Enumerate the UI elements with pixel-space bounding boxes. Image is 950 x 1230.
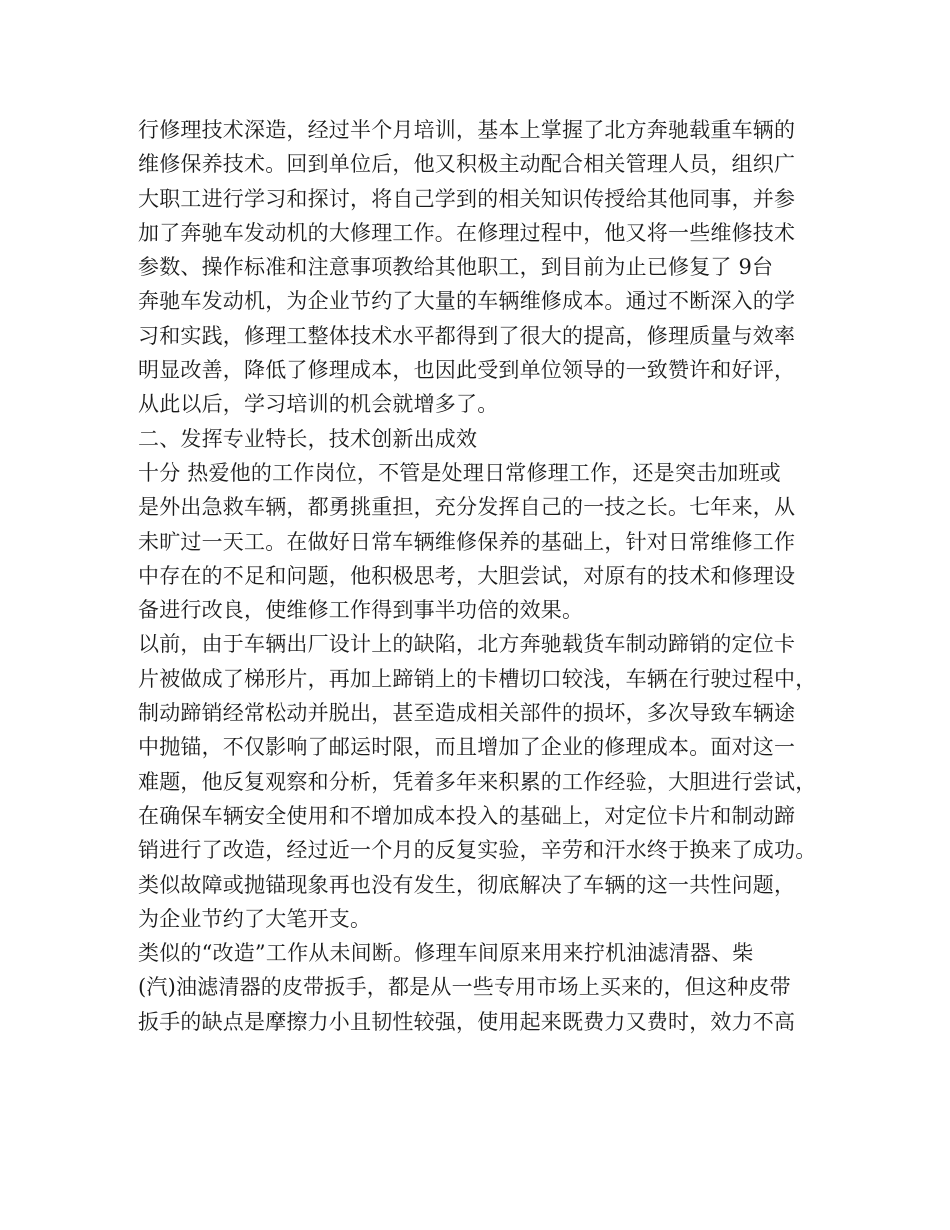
- text-line: 参数、操作标准和注意事项教给其他职工，到目前为止已修复了 9台: [138, 255, 774, 280]
- text-line: 是外出急救车辆，都勇挑重担，充分发挥自己的一技之长。七年来，从: [138, 495, 796, 520]
- text-line: 加了奔驰车发动机的大修理工作。在修理过程中，他又将一些维修技术: [138, 220, 796, 245]
- section-heading: 二、发挥专业特长，技术创新出成效: [138, 426, 478, 451]
- text-line: 以前，由于车辆出厂设计上的缺陷，北方奔驰载货车制动蹄销的定位卡: [138, 632, 796, 657]
- text-line: 备进行改良，使维修工作得到事半功倍的效果。: [138, 598, 584, 623]
- text-line: 行修理技术深造，经过半个月培训，基本上掌握了北方奔驰载重车辆的: [138, 118, 796, 142]
- text-line: (汽)油滤清器的皮带扳手，都是从一些专用市场上买来的，但这种皮带: [138, 975, 791, 1000]
- text-line: 明显改善，降低了修理成本，也因此受到单位领导的一致赞许和好评，: [138, 358, 796, 383]
- text-line: 扳手的缺点是摩擦力小且韧性较强，使用起来既费力又费时，效力不高: [138, 1009, 796, 1034]
- text-line: 类似故障或抛锚现象再也没有发生，彻底解决了车辆的这一共性问题，: [138, 872, 796, 897]
- text-line: 中存在的不足和问题，他积极思考，大胆尝试，对原有的技术和修理设: [138, 563, 796, 588]
- text-line: 十分 热爱他的工作岗位，不管是处理日常修理工作，还是突击加班或: [138, 460, 781, 485]
- text-line: 未旷过一天工。在做好日常车辆维修保养的基础上，针对日常维修工作: [138, 529, 796, 554]
- text-line: 习和实践，修理工整体技术水平都得到了很大的提高，修理质量与效率: [138, 323, 796, 348]
- text-line: 维修保养技术。回到单位后，他又积极主动配合相关管理人员，组织广: [138, 152, 796, 177]
- text-line: 大职工进行学习和探讨，将自己学到的相关知识传授给其他同事，并参: [138, 186, 796, 211]
- text-line: 从此以后，学习培训的机会就增多了。: [138, 392, 499, 417]
- text-line: 中抛锚，不仅影响了邮运时限，而且增加了企业的修理成本。面对这一: [138, 735, 796, 760]
- text-line: 销进行了改造，经过近一个月的反复实验，辛劳和汗水终于换来了成功。: [138, 838, 817, 863]
- text-line: 在确保车辆安全使用和不增加成本投入的基础上，对定位卡片和制动蹄: [138, 803, 796, 828]
- document-body: [138, 113, 828, 1039]
- text-line: 难题，他反复观察和分析，凭着多年来积累的工作经验，大胆进行尝试，: [138, 769, 817, 794]
- text-line: 制动蹄销经常松动并脱出，甚至造成相关部件的损坏，多次导致车辆途: [138, 701, 796, 726]
- text-line: 片被做成了梯形片，再加上蹄销上的卡槽切口较浅，车辆在行驶过程中，: [138, 666, 817, 691]
- text-line: 为企业节约了大笔开支。: [138, 906, 372, 931]
- text-line: 奔驰车发动机，为企业节约了大量的车辆维修成本。通过不断深入的学: [138, 289, 796, 314]
- text-line: 类似的“改造”工作从未间断。修理车间原来用来拧机油滤清器、柴: [138, 941, 754, 966]
